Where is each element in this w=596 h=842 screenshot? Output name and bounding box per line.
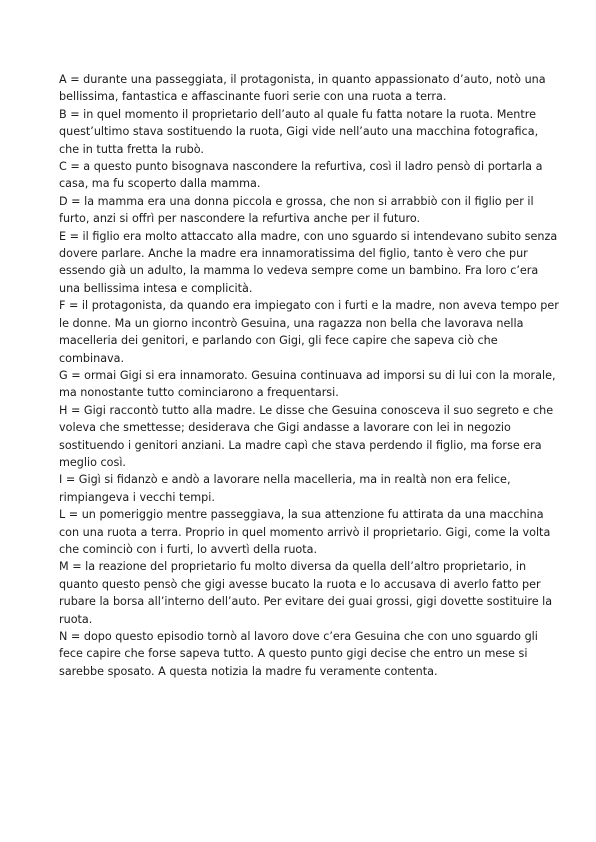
paragraph-b: B = in quel momento il proprietario dell’auto al quale fu fatta notare la ruota. Mentre quest’ultimo stava sostituendo la ruota, Gigi vide nell’auto una macchina fotografica, che in tutta fretta la rubò. (59, 107, 539, 156)
document-body (59, 71, 559, 680)
paragraph-a: A = durante una passeggiata, il protagonista, in quanto appassionato d’auto, notò una bellissima, fantastica e affascinante fuori serie con una ruota a terra. (59, 73, 546, 104)
paragraph-m: M = la reazione del proprietario fu molto diversa da quella dell’altro proprietario, in quanto questo pensò che gigi avesse bucato la ruota e lo accusava di averlo fatto per rubare la borsa all’interno dell’auto. Per evitare dei guai grossi, gigi dovette sostituire la ruota. (59, 560, 553, 626)
paragraph-f: F = il protagonista, da quando era impiegato con i furti e la madre, non aveva tempo per le donne. Ma un giorno incontrò Gesuina, una ragazza non bella che lavorava nella macelleria dei genitori, e parlando con Gigi, gli fece capire che sapeva ciò che combinava. (59, 299, 559, 365)
paragraph-n: N = dopo questo episodio tornò al lavoro dove c’era Gesuina che con uno sguardo gli fece capire che forse sapeva tutto. A questo punto gigi decise che entro un mese si sarebbe sposato. A questa notizia la madre fu veramente contenta. (59, 630, 538, 678)
paragraph-h: H = Gigi raccontò tutto alla madre. Le disse che Gesuina conosceva il suo segreto e che voleva che smettesse; desiderava che Gigi andasse a lavorare con lei in negozio sostituendo i genitori anziani. La madre capì che stava perdendo il figlio, ma forse era meglio così. (59, 403, 554, 469)
paragraph-c: C = a questo punto bisognava nascondere la refurtiva, così il ladro pensò di portarla a casa, ma fu scoperto dalla mamma. (59, 160, 543, 191)
paragraph-e: E = il figlio era molto attaccato alla madre, con uno sguardo si intendevano subito senza dovere parlare. Anche la madre era innamoratissima del figlio, tanto è vero che pur essendo già un adulto, la mamma lo vedeva sempre come un bambino. Fra loro c’era una bellissima intesa e complicità. (59, 229, 558, 295)
paragraph-d: D = la mamma era una donna piccola e grossa, che non si arrabbiò con il figlio per il furto, anzi si offrì per nascondere la refurtiva anche per il futuro. (59, 194, 534, 226)
paragraph-i: I = Gigì si fidanzò e andò a lavorare nella macelleria, ma in realtà non era felice, rimpiangeva i vecchi tempi. (59, 473, 511, 504)
paragraph-g: G = ormai Gigi si era innamorato. Gesuina continuava ad imporsi su di lui con la morale, ma nonostante tutto cominciarono a frequentarsi. (59, 368, 556, 400)
paragraph-l: L = un pomeriggio mentre passeggiava, la sua attenzione fu attirata da una macchina con una ruota a terra. Proprio in quel momento arrivò il proprietario. Gigi, come la volta che cominciò con i furti, lo avvertì della ruota. (59, 508, 551, 556)
